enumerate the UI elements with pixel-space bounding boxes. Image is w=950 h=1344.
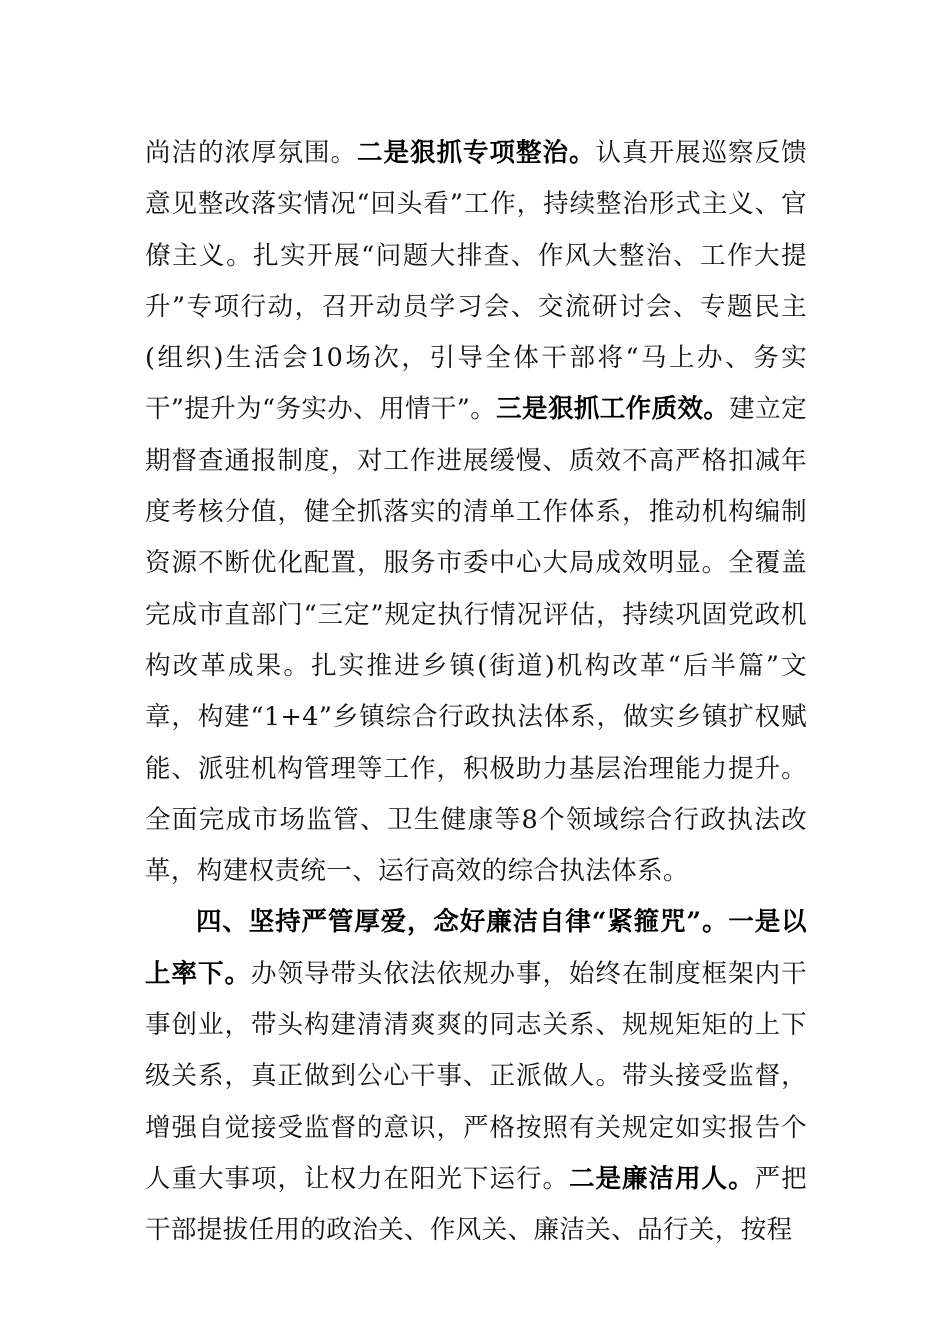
text-run: 建立定期督查通报制度，对工作进展缓慢、质效不高严格扣减年度考核分值，健全抓落实的清单工作体系，推动机构编制资源不断优化配置，服务市委中心大局成效明显。全覆盖完成市直部门“三定”规定执行情况评估，持续巩固党政机构改革成果。扎实推进乡镇(街道)机构改革“后半篇”文章，构建“1+4”乡镇综合行政执法体系，做实乡镇扩权赋能、派驻机构管理等工作，积极助力基层治理能力提升。全面完成市场监管、卫生健康等8个领域综合行政执法改革，构建权责统一、运行高效的综合执法体系。 [145,394,807,887]
bold-heading-run: 二是狠抓专项整治。 [357,138,596,168]
text-run: 尚洁的浓厚氛围。 [145,138,358,168]
paragraph-2 [145,897,807,1256]
bold-heading-run: 三是狠抓工作质效。 [496,394,730,425]
text-run: 办领导带头依法依规办事，始终在制度框架内干事创业，带头构建清清爽爽的同志关系、规规矩矩的上下级关系，真正做到公心干事、正派做人。带头接受监督，增强自觉接受监督的意识，严格按照有关规定如实报告个人重大事项，让权力在阳光下运行。 [145,958,807,1194]
paragraph-1 [145,128,807,897]
text-run: 认真开展巡察反馈意见整改落实情况“回头看”工作，持续整治形式主义、官僚主义。扎实开展“问题大排查、作风大整治、工作大提升”专项行动，召开动员学习会、交流研讨会、专题民主(组织)生活会10场次，引导全体干部将“马上办、务实干”提升为“务实办、用情干”。 [145,138,808,425]
bold-heading-run: 二是廉洁用人。 [569,1163,755,1194]
bold-heading-run: 四、坚持严管厚爱，念好廉洁自律“紧箍咒”。一是以上率下。 [145,907,807,989]
document-body [145,128,807,1257]
text-run: 严把干部提拔任用的政治关、作风关、廉洁关、品行关，按程 [145,1163,807,1246]
